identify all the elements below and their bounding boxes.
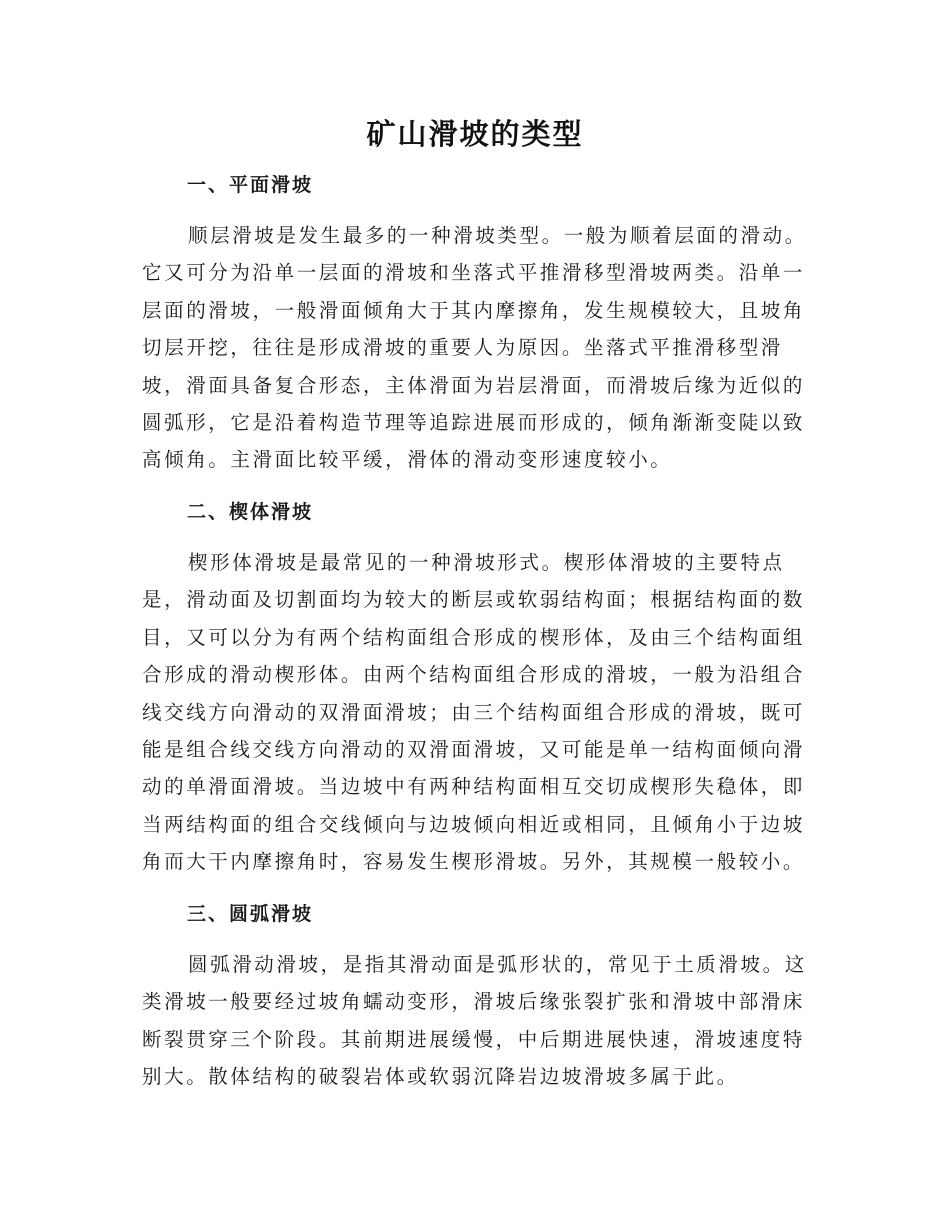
paragraph-line: 层面的滑坡，一般滑面倾角大于其内摩擦角，发生规模较大，且坡角 (142, 298, 806, 322)
paragraph-line: 坡，滑面具备复合形态，主体滑面为岩层滑面，而滑坡后缘为近似的 (142, 373, 806, 397)
paragraph-line: 断裂贯穿三个阶段。其前期进展缓慢，中后期进展快速，滑坡速度特 (142, 1027, 806, 1051)
paragraph-line: 圆弧滑动滑坡，是指其滑动面是弧形状的，常见于土质滑坡。这 (188, 953, 807, 976)
paragraph-line: 角而大干内摩擦角时，容易发生楔形滑坡。另外，其规模一般较小。 (142, 850, 806, 874)
paragraph-line: 别大。散体结构的破裂岩体或软弱沉降岩边坡滑坡多属于此。 (142, 1065, 739, 1089)
paragraph-line: 目，又可以分为有两个结构面组合形成的楔形体，及由三个结构面组 (142, 625, 806, 649)
paragraph-line: 线交线方向滑动的双滑面滑坡；由三个结构面组合形成的滑坡，既可 (142, 700, 806, 724)
section-heading-plane-slide: 一、平面滑坡 (187, 174, 314, 196)
paragraph-line: 动的单滑面滑坡。当边坡中有两种结构面相互交切成楔形失稳体，即 (142, 775, 806, 799)
paragraph-line: 能是组合线交线方向滑动的双滑面滑坡，又可能是单一结构面倾向滑 (142, 738, 806, 762)
section-heading-wedge-slide: 二、楔体滑坡 (187, 501, 314, 523)
section-heading-arc-slide: 三、圆弧滑坡 (187, 903, 314, 925)
paragraph-line: 合形成的滑动楔形体。由两个结构面组合形成的滑坡，一般为沿组合 (142, 663, 806, 687)
section-paragraph-arc-slide (142, 946, 807, 1096)
paragraph-line: 当两结构面的组合交线倾向与边坡倾向相近或相同，且倾角小于边坡 (142, 812, 806, 836)
paragraph-line: 高倾角。主滑面比较平缓，滑体的滑动变形速度较小。 (142, 448, 673, 472)
paragraph-line: 它又可分为沿单一层面的滑坡和坐落式平推滑移型滑坡两类。沿单一 (142, 261, 806, 285)
paragraph-line: 圆弧形，它是沿着构造节理等追踪进展而形成的，倾角渐渐变陡以致 (142, 411, 806, 435)
paragraph-line: 切层开挖，往往是形成滑坡的重要人为原因。坐落式平推滑移型滑 (142, 336, 783, 360)
section-paragraph-wedge-slide (142, 544, 806, 881)
paragraph-line: 顺层滑坡是发生最多的一种滑坡类型。一般为顺着层面的滑动。 (188, 224, 807, 247)
section-paragraph-plane-slide (142, 217, 807, 479)
paragraph-line: 是，滑动面及切割面均为较大的断层或软弱结构面；根据结构面的数 (142, 588, 806, 612)
paragraph-line: 类滑坡一般要经过坡角蠕动变形，滑坡后缘张裂扩张和滑坡中部滑床 (142, 990, 806, 1014)
paragraph-line: 楔形体滑坡是最常见的一种滑坡形式。楔形体滑坡的主要特点 (188, 551, 785, 574)
document-title: 矿山滑坡的类型 (366, 117, 584, 151)
